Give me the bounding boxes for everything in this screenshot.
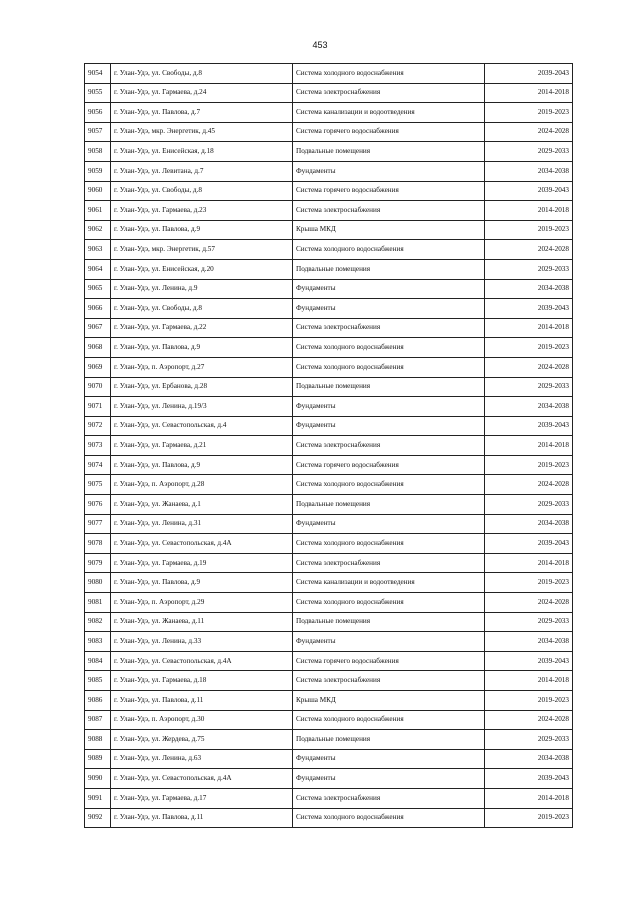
row-number: 9092	[85, 808, 111, 828]
address-cell: г. Улан-Удэ, ул. Севастопольская, д.4	[111, 416, 293, 436]
table-row	[85, 220, 573, 240]
table-row	[85, 710, 573, 730]
period-cell: 2034-2038	[485, 279, 573, 299]
records-table	[84, 63, 573, 828]
table-row	[85, 338, 573, 358]
period-cell: 2019-2023	[485, 455, 573, 475]
system-cell: Система холодного водоснабжения	[293, 357, 485, 377]
table-row	[85, 201, 573, 221]
address-cell: г. Улан-Удэ, п. Аэропорт, д.28	[111, 475, 293, 495]
period-cell: 2029-2033	[485, 612, 573, 632]
table-row	[85, 357, 573, 377]
table-row	[85, 299, 573, 319]
row-number: 9054	[85, 64, 111, 84]
address-cell: г. Улан-Удэ, ул. Павлова, д.11	[111, 691, 293, 711]
table-row	[85, 64, 573, 84]
table-row	[85, 769, 573, 789]
table-row	[85, 436, 573, 456]
address-cell: г. Улан-Удэ, ул. Жанаева, д.1	[111, 495, 293, 515]
address-cell: г. Улан-Удэ, ул. Левитана, д.7	[111, 161, 293, 181]
address-cell: г. Улан-Удэ, ул. Ленина, д.33	[111, 632, 293, 652]
table-row	[85, 573, 573, 593]
address-cell: г. Улан-Удэ, ул. Ленина, д.63	[111, 749, 293, 769]
row-number: 9086	[85, 691, 111, 711]
period-cell: 2039-2043	[485, 534, 573, 554]
system-cell: Фундаменты	[293, 749, 485, 769]
row-number: 9089	[85, 749, 111, 769]
system-cell: Система холодного водоснабжения	[293, 240, 485, 260]
address-cell: г. Улан-Удэ, ул. Енисейская, д.20	[111, 259, 293, 279]
period-cell: 2029-2033	[485, 259, 573, 279]
address-cell: г. Улан-Удэ, п. Аэропорт, д.30	[111, 710, 293, 730]
period-cell: 2024-2028	[485, 240, 573, 260]
system-cell: Система электроснабжения	[293, 553, 485, 573]
system-cell: Фундаменты	[293, 161, 485, 181]
period-cell: 2029-2033	[485, 495, 573, 515]
period-cell: 2014-2018	[485, 788, 573, 808]
system-cell: Система электроснабжения	[293, 436, 485, 456]
period-cell: 2019-2023	[485, 103, 573, 123]
address-cell: г. Улан-Удэ, ул. Ленина, д.31	[111, 514, 293, 534]
row-number: 9076	[85, 495, 111, 515]
system-cell: Фундаменты	[293, 299, 485, 319]
table-row	[85, 495, 573, 515]
period-cell: 2034-2038	[485, 514, 573, 534]
system-cell: Крыша МКД	[293, 691, 485, 711]
table-row	[85, 377, 573, 397]
row-number: 9056	[85, 103, 111, 123]
row-number: 9074	[85, 455, 111, 475]
period-cell: 2039-2043	[485, 299, 573, 319]
period-cell: 2019-2023	[485, 573, 573, 593]
system-cell: Подвальные помещения	[293, 612, 485, 632]
system-cell: Система электроснабжения	[293, 318, 485, 338]
address-cell: г. Улан-Удэ, ул. Павлова, д.9	[111, 338, 293, 358]
table-row	[85, 397, 573, 417]
table-row	[85, 651, 573, 671]
row-number: 9081	[85, 593, 111, 613]
system-cell: Система электроснабжения	[293, 201, 485, 221]
row-number: 9083	[85, 632, 111, 652]
row-number: 9082	[85, 612, 111, 632]
row-number: 9088	[85, 730, 111, 750]
address-cell: г. Улан-Удэ, ул. Свободы, д.8	[111, 181, 293, 201]
period-cell: 2034-2038	[485, 397, 573, 417]
system-cell: Подвальные помещения	[293, 142, 485, 162]
system-cell: Фундаменты	[293, 632, 485, 652]
address-cell: г. Улан-Удэ, ул. Павлова, д.11	[111, 808, 293, 828]
system-cell: Фундаменты	[293, 397, 485, 417]
period-cell: 2024-2028	[485, 710, 573, 730]
system-cell: Система холодного водоснабжения	[293, 64, 485, 84]
period-cell: 2034-2038	[485, 632, 573, 652]
table-row	[85, 161, 573, 181]
table-row	[85, 808, 573, 828]
table-row	[85, 240, 573, 260]
row-number: 9075	[85, 475, 111, 495]
row-number: 9067	[85, 318, 111, 338]
period-cell: 2024-2028	[485, 357, 573, 377]
system-cell: Система холодного водоснабжения	[293, 808, 485, 828]
address-cell: г. Улан-Удэ, ул. Севастопольская, д.4А	[111, 651, 293, 671]
system-cell: Система канализации и водоотведения	[293, 573, 485, 593]
row-number: 9084	[85, 651, 111, 671]
address-cell: г. Улан-Удэ, ул. Гармаева, д.22	[111, 318, 293, 338]
system-cell: Фундаменты	[293, 514, 485, 534]
row-number: 9065	[85, 279, 111, 299]
row-number: 9087	[85, 710, 111, 730]
period-cell: 2014-2018	[485, 318, 573, 338]
period-cell: 2014-2018	[485, 201, 573, 221]
period-cell: 2039-2043	[485, 769, 573, 789]
address-cell: г. Улан-Удэ, ул. Павлова, д.9	[111, 573, 293, 593]
row-number: 9068	[85, 338, 111, 358]
table-row	[85, 83, 573, 103]
address-cell: г. Улан-Удэ, мкр. Энергетик, д.45	[111, 122, 293, 142]
address-cell: г. Улан-Удэ, ул. Павлова, д.7	[111, 103, 293, 123]
period-cell: 2014-2018	[485, 671, 573, 691]
row-number: 9057	[85, 122, 111, 142]
address-cell: г. Улан-Удэ, ул. Гармаева, д.24	[111, 83, 293, 103]
period-cell: 2024-2028	[485, 122, 573, 142]
table-row	[85, 730, 573, 750]
table-row	[85, 534, 573, 554]
row-number: 9058	[85, 142, 111, 162]
row-number: 9071	[85, 397, 111, 417]
row-number: 9073	[85, 436, 111, 456]
period-cell: 2024-2028	[485, 475, 573, 495]
row-number: 9080	[85, 573, 111, 593]
row-number: 9078	[85, 534, 111, 554]
address-cell: г. Улан-Удэ, ул. Жердева, д.75	[111, 730, 293, 750]
system-cell: Крыша МКД	[293, 220, 485, 240]
period-cell: 2019-2023	[485, 691, 573, 711]
system-cell: Подвальные помещения	[293, 259, 485, 279]
address-cell: г. Улан-Удэ, ул. Енисейская, д.18	[111, 142, 293, 162]
period-cell: 2014-2018	[485, 436, 573, 456]
row-number: 9064	[85, 259, 111, 279]
row-number: 9079	[85, 553, 111, 573]
address-cell: г. Улан-Удэ, ул. Гармаева, д.17	[111, 788, 293, 808]
address-cell: г. Улан-Удэ, ул. Гармаева, д.19	[111, 553, 293, 573]
row-number: 9059	[85, 161, 111, 181]
table-row	[85, 181, 573, 201]
system-cell: Система горячего водоснабжения	[293, 651, 485, 671]
table-row	[85, 593, 573, 613]
address-cell: г. Улан-Удэ, ул. Павлова, д.9	[111, 455, 293, 475]
table-row	[85, 749, 573, 769]
row-number: 9072	[85, 416, 111, 436]
table-row	[85, 475, 573, 495]
period-cell: 2019-2023	[485, 220, 573, 240]
table-row	[85, 122, 573, 142]
address-cell: г. Улан-Удэ, ул. Ленина, д.19/3	[111, 397, 293, 417]
address-cell: г. Улан-Удэ, ул. Павлова, д.9	[111, 220, 293, 240]
row-number: 9063	[85, 240, 111, 260]
period-cell: 2039-2043	[485, 416, 573, 436]
address-cell: г. Улан-Удэ, п. Аэропорт, д.27	[111, 357, 293, 377]
system-cell: Система холодного водоснабжения	[293, 593, 485, 613]
table-row	[85, 259, 573, 279]
table-row	[85, 671, 573, 691]
address-cell: г. Улан-Удэ, мкр. Энергетик, д.57	[111, 240, 293, 260]
system-cell: Система электроснабжения	[293, 788, 485, 808]
row-number: 9090	[85, 769, 111, 789]
period-cell: 2029-2033	[485, 142, 573, 162]
row-number: 9070	[85, 377, 111, 397]
system-cell: Фундаменты	[293, 416, 485, 436]
period-cell: 2039-2043	[485, 181, 573, 201]
address-cell: г. Улан-Удэ, п. Аэропорт, д.29	[111, 593, 293, 613]
address-cell: г. Улан-Удэ, ул. Ленина, д.9	[111, 279, 293, 299]
system-cell: Система холодного водоснабжения	[293, 338, 485, 358]
address-cell: г. Улан-Удэ, ул. Свободы, д.8	[111, 299, 293, 319]
row-number: 9055	[85, 83, 111, 103]
system-cell: Фундаменты	[293, 769, 485, 789]
row-number: 9085	[85, 671, 111, 691]
table-row	[85, 455, 573, 475]
table-row	[85, 612, 573, 632]
system-cell: Система электроснабжения	[293, 83, 485, 103]
system-cell: Система холодного водоснабжения	[293, 475, 485, 495]
table-row	[85, 553, 573, 573]
row-number: 9069	[85, 357, 111, 377]
row-number: 9066	[85, 299, 111, 319]
address-cell: г. Улан-Удэ, ул. Севастопольская, д.4А	[111, 534, 293, 554]
system-cell: Система канализации и водоотведения	[293, 103, 485, 123]
period-cell: 2029-2033	[485, 377, 573, 397]
table-row	[85, 514, 573, 534]
system-cell: Система горячего водоснабжения	[293, 455, 485, 475]
table-row	[85, 691, 573, 711]
address-cell: г. Улан-Удэ, ул. Гармаева, д.18	[111, 671, 293, 691]
period-cell: 2039-2043	[485, 64, 573, 84]
page-number: 453	[312, 40, 328, 50]
period-cell: 2014-2018	[485, 553, 573, 573]
row-number: 9060	[85, 181, 111, 201]
row-number: 9077	[85, 514, 111, 534]
table-row	[85, 416, 573, 436]
period-cell: 2034-2038	[485, 749, 573, 769]
records-body	[85, 64, 573, 828]
table-row	[85, 279, 573, 299]
period-cell: 2029-2033	[485, 730, 573, 750]
period-cell: 2024-2028	[485, 593, 573, 613]
period-cell: 2034-2038	[485, 161, 573, 181]
table-row	[85, 142, 573, 162]
address-cell: г. Улан-Удэ, ул. Ербанова, д.28	[111, 377, 293, 397]
system-cell: Система холодного водоснабжения	[293, 534, 485, 554]
table-row	[85, 788, 573, 808]
period-cell: 2019-2023	[485, 338, 573, 358]
address-cell: г. Улан-Удэ, ул. Гармаева, д.23	[111, 201, 293, 221]
address-cell: г. Улан-Удэ, ул. Свободы, д.8	[111, 64, 293, 84]
system-cell: Подвальные помещения	[293, 495, 485, 515]
period-cell: 2019-2023	[485, 808, 573, 828]
system-cell: Система холодного водоснабжения	[293, 710, 485, 730]
row-number: 9091	[85, 788, 111, 808]
table-row	[85, 318, 573, 338]
address-cell: г. Улан-Удэ, ул. Жанаева, д.11	[111, 612, 293, 632]
period-cell: 2014-2018	[485, 83, 573, 103]
row-number: 9061	[85, 201, 111, 221]
address-cell: г. Улан-Удэ, ул. Севастопольская, д.4А	[111, 769, 293, 789]
period-cell: 2039-2043	[485, 651, 573, 671]
system-cell: Подвальные помещения	[293, 730, 485, 750]
system-cell: Система горячего водоснабжения	[293, 122, 485, 142]
table-row	[85, 103, 573, 123]
system-cell: Фундаменты	[293, 279, 485, 299]
table-row	[85, 632, 573, 652]
system-cell: Система горячего водоснабжения	[293, 181, 485, 201]
system-cell: Система электроснабжения	[293, 671, 485, 691]
row-number: 9062	[85, 220, 111, 240]
system-cell: Подвальные помещения	[293, 377, 485, 397]
address-cell: г. Улан-Удэ, ул. Гармаева, д.21	[111, 436, 293, 456]
